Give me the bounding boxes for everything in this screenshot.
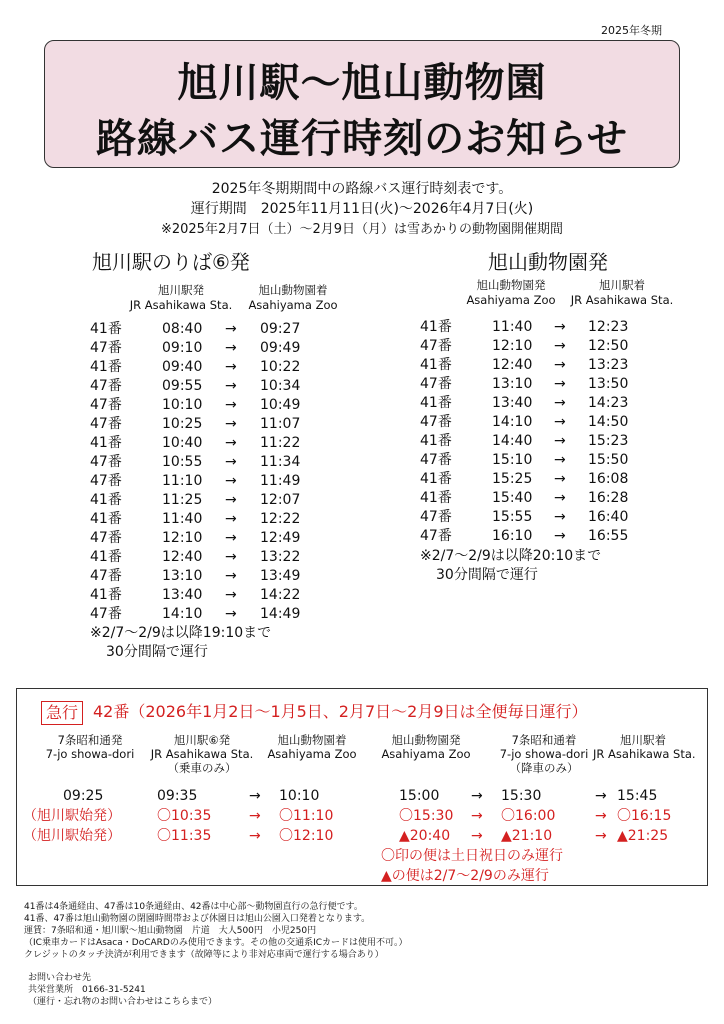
express-col-header-line: 旭山動物園発 (391, 733, 461, 747)
contact-line: （運行・忘れ物のお問い合わせはこちらまで） (28, 997, 218, 1007)
arrow-icon: → (225, 492, 237, 508)
arrive-time: 12:22 (260, 511, 301, 527)
express-time-cell: 〇11:35 (157, 828, 212, 844)
depart-time: 11:40 (162, 511, 203, 527)
right-timetable-row (0, 337, 724, 356)
left-timetable-row (0, 548, 724, 567)
left-col-from-ja: 旭川駅発 (158, 283, 204, 297)
arrow-icon: → (554, 471, 566, 487)
express-col-header-line: 旭川駅着 (620, 733, 666, 747)
arrow-icon: → (225, 378, 237, 394)
arrow-icon: → (554, 338, 566, 354)
route-number: 47番 (420, 452, 452, 468)
arrow-icon: → (554, 414, 566, 430)
arrow-icon: → (595, 808, 607, 824)
express-col-header-line: 7-jo showa-dori (499, 747, 589, 761)
arrive-time: 15:50 (588, 452, 629, 468)
depart-time: 14:10 (162, 606, 203, 622)
arrive-time: 10:22 (260, 359, 301, 375)
arrive-time: 09:49 (260, 340, 301, 356)
express-badge: 急行 (41, 701, 83, 725)
route-number: 41番 (90, 359, 122, 375)
route-number: 41番 (420, 471, 452, 487)
page-title: 旭川駅〜旭山動物園 (177, 60, 547, 106)
depart-time: 12:40 (162, 549, 203, 565)
route-number: 47番 (420, 414, 452, 430)
left-col-to-en: Asahiyama Zoo (248, 298, 338, 312)
arrow-icon: → (225, 587, 237, 603)
express-col-header-line: （乗車のみ） (167, 761, 237, 775)
right-timetable-row (0, 356, 724, 375)
right-timetable-row (0, 451, 724, 470)
express-time-cell: ▲21:25 (617, 828, 669, 844)
arrow-icon: → (554, 528, 566, 544)
express-col-header-line: JR Asahikawa Sta. (150, 747, 254, 761)
arrow-icon: → (225, 473, 237, 489)
express-time-cell: 15:45 (617, 788, 658, 804)
contact-line: 共栄営業所 0166-31-5241 (28, 985, 146, 995)
arrive-time: 16:40 (588, 509, 629, 525)
express-time-cell: 〇16:15 (617, 808, 672, 824)
right-timetable-row (0, 508, 724, 527)
depart-time: 14:40 (492, 433, 533, 449)
arrow-icon: → (225, 321, 237, 337)
depart-time: 16:10 (492, 528, 533, 544)
express-col-header (137, 733, 267, 775)
arrive-time: 15:23 (588, 433, 629, 449)
right-timetable-row (0, 470, 724, 489)
arrow-icon: → (225, 416, 237, 432)
express-time-cell: 〇10:35 (157, 808, 212, 824)
express-col-header (479, 733, 609, 775)
express-time-cell: 〇16:00 (501, 808, 556, 824)
depart-time: 15:10 (492, 452, 533, 468)
route-number: 41番 (90, 549, 122, 565)
arrow-icon: → (471, 828, 483, 844)
express-time-cell: 10:10 (279, 788, 320, 804)
express-time-cell: 15:00 (399, 788, 440, 804)
left-col-from-en: JR Asahikawa Sta. (129, 298, 233, 312)
footer-line: 41番は4条通経由、47番は10条通経由、42番は中心部〜動物園直行の急行便です。 (24, 902, 363, 912)
right-col-from (456, 278, 566, 308)
route-number: 47番 (90, 473, 122, 489)
arrive-time: 13:50 (588, 376, 629, 392)
route-number: 47番 (90, 416, 122, 432)
route-number: 41番 (420, 319, 452, 335)
depart-time: 10:55 (162, 454, 203, 470)
contact-line: お問い合わせ先 (28, 973, 92, 983)
express-time-cell: 15:30 (501, 788, 542, 804)
arrow-icon: → (554, 376, 566, 392)
depart-time: 12:10 (162, 530, 203, 546)
arrow-icon: → (225, 606, 237, 622)
footer-line: 41番、47番は旭山動物園の閉園時間帯および休園日は旭山公園入口発着となります。 (24, 914, 371, 924)
left-col-from (128, 283, 234, 313)
arrow-icon: → (471, 788, 483, 804)
operating-period: 運行期間 2025年11月11日(火)〜2026年4月7日(火) (190, 201, 534, 217)
left-note-1: ※2/7〜2/9は以降19:10まで (90, 625, 272, 641)
route-number: 41番 (90, 435, 122, 451)
left-note-2: 30分間隔で運行 (106, 644, 208, 660)
left-timetable-row (0, 586, 724, 605)
arrow-icon: → (225, 397, 237, 413)
right-col-to (564, 278, 680, 308)
arrive-time: 14:23 (588, 395, 629, 411)
right-timetable-row (0, 432, 724, 451)
arrow-icon: → (249, 808, 261, 824)
depart-time: 15:40 (492, 490, 533, 506)
route-number: 41番 (90, 492, 122, 508)
express-time-cell: （旭川駅始発） (23, 808, 121, 824)
depart-time: 12:40 (492, 357, 533, 373)
arrow-icon: → (225, 568, 237, 584)
express-col-header (593, 733, 696, 761)
right-timetable-row (0, 394, 724, 413)
express-time-cell: 09:35 (157, 788, 198, 804)
express-time-cell: 〇12:10 (279, 828, 334, 844)
footer-line: 運賃：7条昭和通・旭川駅〜旭山動物園 片道 大人500円 小児250円 (24, 926, 317, 936)
arrive-time: 10:34 (260, 378, 301, 394)
right-timetable-row (0, 413, 724, 432)
arrow-icon: → (225, 340, 237, 356)
arrive-time: 12:50 (588, 338, 629, 354)
arrive-time: 14:22 (260, 587, 301, 603)
express-heading: 42番（2026年1月2日〜1月5日、2月7日〜2月9日は全便毎日運行） (93, 702, 588, 721)
express-col-header (35, 733, 145, 761)
express-time-cell: ▲20:40 (399, 828, 451, 844)
intro-text: 2025年冬期期間中の路線バス運行時刻表です。 (211, 181, 513, 197)
depart-time: 13:10 (492, 376, 533, 392)
route-number: 47番 (420, 509, 452, 525)
season-label: 2025年冬期 (601, 24, 662, 37)
arrow-icon: → (225, 454, 237, 470)
depart-time: 15:55 (492, 509, 533, 525)
depart-time: 11:25 (162, 492, 203, 508)
route-number: 41番 (420, 433, 452, 449)
express-col-header (257, 733, 367, 761)
route-number: 47番 (90, 454, 122, 470)
right-col-from-ja: 旭山動物園発 (476, 278, 546, 292)
depart-time: 11:40 (492, 319, 533, 335)
express-col-header (371, 733, 481, 761)
arrow-icon: → (554, 490, 566, 506)
right-timetable-row (0, 489, 724, 508)
left-section-title: 旭川駅のりば⑥発 (92, 250, 250, 274)
event-note: ※2025年2月7日（土）〜2月9日（月）は雪あかりの動物園開催期間 (160, 222, 564, 237)
express-time-cell: ▲21:10 (501, 828, 553, 844)
right-note-1: ※2/7〜2/9は以降20:10まで (420, 548, 602, 564)
express-col-header-line: 7条昭和通着 (511, 733, 577, 747)
depart-time: 13:40 (492, 395, 533, 411)
footer-line: クレジットのタッチ決済が利用できます（故障等により非対応車両で運行する場合あり） (24, 950, 384, 960)
express-col-header-line: Asahiyama Zoo (381, 747, 471, 761)
depart-time: 09:10 (162, 340, 203, 356)
depart-time: 09:40 (162, 359, 203, 375)
depart-time: 08:40 (162, 321, 203, 337)
right-timetable-row (0, 375, 724, 394)
arrow-icon: → (554, 452, 566, 468)
express-col-header-line: 旭川駅⑥発 (173, 733, 231, 747)
route-number: 47番 (90, 568, 122, 584)
route-number: 41番 (420, 357, 452, 373)
route-number: 47番 (90, 378, 122, 394)
arrive-time: 13:49 (260, 568, 301, 584)
depart-time: 13:40 (162, 587, 203, 603)
right-note-2: 30分間隔で運行 (436, 567, 538, 583)
express-box (16, 688, 708, 886)
depart-time: 10:40 (162, 435, 203, 451)
express-legend-circle: 〇印の便は土日祝日のみ運行 (381, 848, 563, 864)
right-timetable-row (0, 318, 724, 337)
arrow-icon: → (225, 359, 237, 375)
depart-time: 11:10 (162, 473, 203, 489)
arrow-icon: → (554, 509, 566, 525)
arrive-time: 13:23 (588, 357, 629, 373)
right-col-to-ja: 旭川駅着 (599, 278, 645, 292)
depart-time: 14:10 (492, 414, 533, 430)
arrow-icon: → (249, 788, 261, 804)
route-number: 47番 (420, 376, 452, 392)
express-legend-triangle: ▲の便は2/7〜2/9のみ運行 (381, 868, 549, 884)
arrive-time: 11:34 (260, 454, 301, 470)
left-col-to (240, 283, 346, 313)
arrow-icon: → (554, 357, 566, 373)
route-number: 41番 (90, 587, 122, 603)
express-col-header-line: 旭山動物園着 (277, 733, 347, 747)
arrive-time: 12:23 (588, 319, 629, 335)
arrive-time: 16:08 (588, 471, 629, 487)
arrive-time: 16:55 (588, 528, 629, 544)
arrow-icon: → (595, 828, 607, 844)
right-col-to-en: JR Asahikawa Sta. (570, 293, 674, 307)
express-col-header-line: 7条昭和通発 (57, 733, 123, 747)
arrow-icon: → (554, 319, 566, 335)
route-number: 47番 (90, 340, 122, 356)
depart-time: 15:25 (492, 471, 533, 487)
arrow-icon: → (249, 828, 261, 844)
arrive-time: 11:22 (260, 435, 301, 451)
depart-time: 10:25 (162, 416, 203, 432)
arrow-icon: → (554, 395, 566, 411)
arrive-time: 09:27 (260, 321, 301, 337)
depart-time: 09:55 (162, 378, 203, 394)
left-col-to-ja: 旭山動物園着 (258, 283, 328, 297)
route-number: 47番 (90, 606, 122, 622)
footer-line: （IC乗車カードはAsaca・DoCARDのみ使用できます。その他の交通系ICカードは使用不可。） (24, 938, 408, 948)
arrive-time: 11:49 (260, 473, 301, 489)
arrive-time: 13:22 (260, 549, 301, 565)
depart-time: 12:10 (492, 338, 533, 354)
route-number: 41番 (420, 395, 452, 411)
arrive-time: 14:50 (588, 414, 629, 430)
express-time-cell: （旭川駅始発） (23, 828, 121, 844)
express-time-cell: 〇11:10 (279, 808, 334, 824)
arrow-icon: → (595, 788, 607, 804)
route-number: 41番 (90, 511, 122, 527)
arrow-icon: → (471, 808, 483, 824)
arrive-time: 11:07 (260, 416, 301, 432)
right-timetable-row (0, 527, 724, 546)
page-subtitle: 路線バス運行時刻のお知らせ (96, 116, 628, 162)
route-number: 47番 (420, 338, 452, 354)
title-box (44, 40, 680, 168)
express-col-header-line: （降車のみ） (509, 761, 579, 775)
arrive-time: 14:49 (260, 606, 301, 622)
express-col-header-line: 7-jo showa-dori (45, 747, 135, 761)
route-number: 47番 (90, 530, 122, 546)
route-number: 47番 (420, 528, 452, 544)
arrow-icon: → (554, 433, 566, 449)
left-timetable-row (0, 567, 724, 586)
route-number: 41番 (420, 490, 452, 506)
express-col-header-line: JR Asahikawa Sta. (593, 747, 696, 761)
right-col-from-en: Asahiyama Zoo (466, 293, 556, 307)
depart-time: 13:10 (162, 568, 203, 584)
arrow-icon: → (225, 435, 237, 451)
arrive-time: 12:07 (260, 492, 301, 508)
express-time-cell: 〇15:30 (399, 808, 454, 824)
express-time-cell: 09:25 (63, 788, 104, 804)
route-number: 47番 (90, 397, 122, 413)
route-number: 41番 (90, 321, 122, 337)
right-section-title: 旭山動物園発 (488, 250, 608, 274)
express-col-header-line: Asahiyama Zoo (267, 747, 357, 761)
arrive-time: 16:28 (588, 490, 629, 506)
arrive-time: 12:49 (260, 530, 301, 546)
depart-time: 10:10 (162, 397, 203, 413)
left-timetable-row (0, 605, 724, 624)
arrow-icon: → (225, 530, 237, 546)
arrow-icon: → (225, 549, 237, 565)
arrow-icon: → (225, 511, 237, 527)
arrive-time: 10:49 (260, 397, 301, 413)
